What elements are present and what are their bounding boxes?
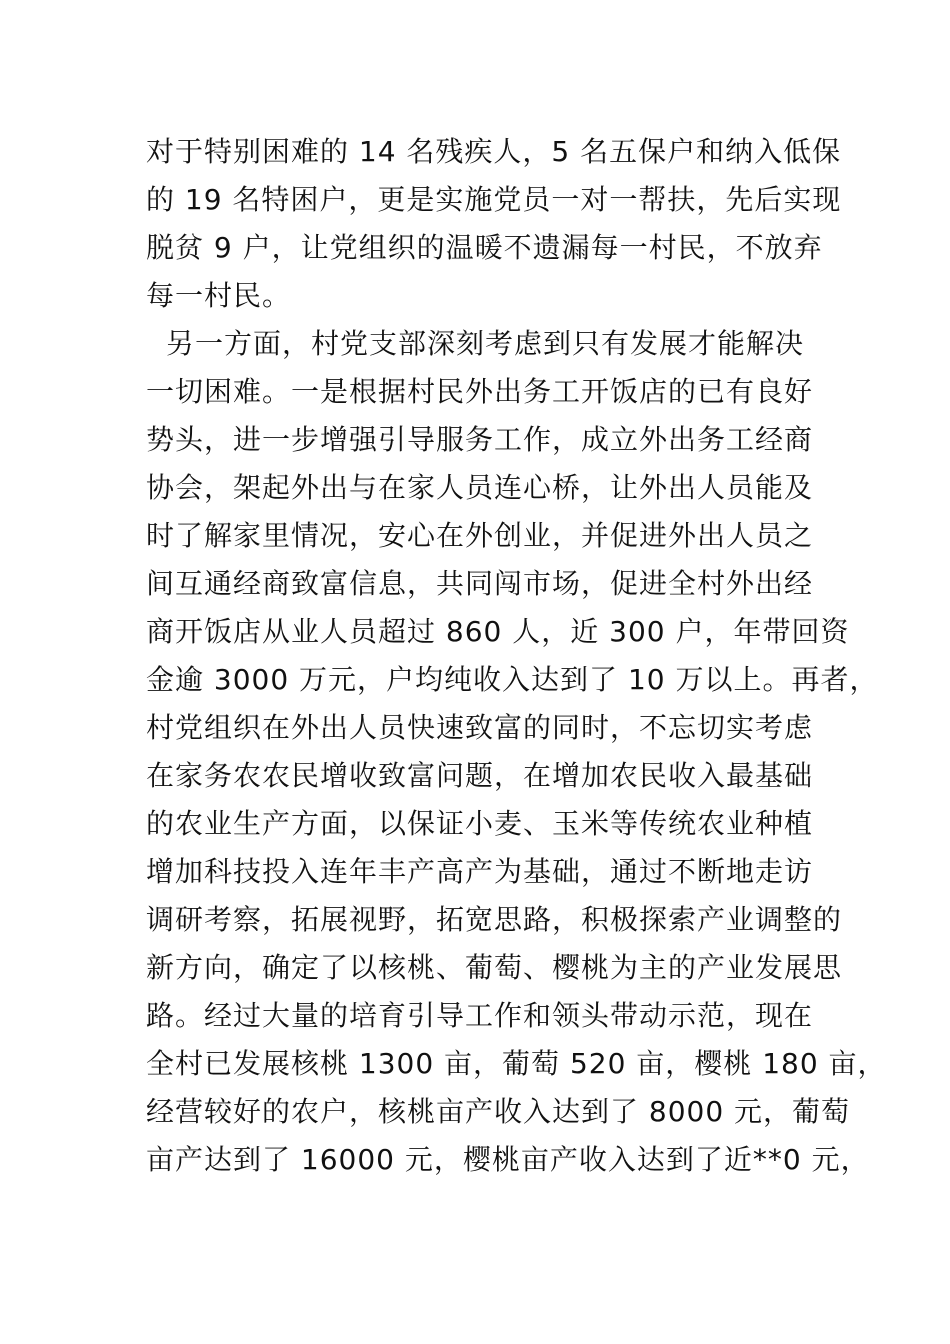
text-line: 村党组织在外出人员快速致富的同时，不忘切实考虑 — [146, 711, 814, 744]
text-line: 的农业生产方面，以保证小麦、玉米等传统农业种植 — [146, 807, 814, 840]
paragraph-2 — [146, 320, 887, 1184]
text-line: 增加科技投入连年丰产高产为基础，通过不断地走访 — [146, 855, 814, 888]
text-line: 金逾 3000 万元，户均纯收入达到了 10 万以上。再者， — [146, 663, 879, 696]
text-line: 路。经过大量的培育引导工作和领头带动示范，现在 — [146, 999, 814, 1032]
text-line: 一切困难。一是根据村民外出务工开饭店的已有良好 — [146, 375, 814, 408]
text-line: 势头，进一步增强引导服务工作，成立外出务工经商 — [146, 423, 814, 456]
text-line: 在家务农农民增收致富问题，在增加农民收入最基础 — [146, 759, 814, 792]
text-line: 另一方面，村党支部深刻考虑到只有发展才能解决 — [166, 327, 805, 360]
text-line: 亩产达到了 16000 元，樱桃亩产收入达到了近**0 元， — [146, 1143, 870, 1176]
text-line: 每一村民。 — [146, 279, 292, 312]
text-line: 对于特别困难的 14 名残疾人，5 名五保户和纳入低保 — [146, 135, 842, 168]
text-line: 新方向，确定了以核桃、葡萄、樱桃为主的产业发展思 — [146, 951, 843, 984]
text-line: 协会，架起外出与在家人员连心桥，让外出人员能及 — [146, 471, 814, 504]
body-text — [146, 128, 887, 1184]
text-line: 时了解家里情况，安心在外创业，并促进外出人员之 — [146, 519, 814, 552]
text-line: 间互通经商致富信息，共同闯市场，促进全村外出经 — [146, 567, 814, 600]
text-line: 商开饭店从业人员超过 860 人，近 300 户，年带回资 — [146, 615, 850, 648]
text-line: 调研考察，拓展视野，拓宽思路，积极探索产业调整的 — [146, 903, 843, 936]
text-line: 脱贫 9 户，让党组织的温暖不遗漏每一村民，不放弃 — [146, 231, 823, 264]
paragraph-1 — [146, 128, 842, 320]
text-line: 经营较好的农户，核桃亩产收入达到了 8000 元，葡萄 — [146, 1095, 851, 1128]
text-line: 的 19 名特困户，更是实施党员一对一帮扶，先后实现 — [146, 183, 842, 216]
text-line: 全村已发展核桃 1300 亩，葡萄 520 亩，樱桃 180 亩， — [146, 1047, 887, 1080]
